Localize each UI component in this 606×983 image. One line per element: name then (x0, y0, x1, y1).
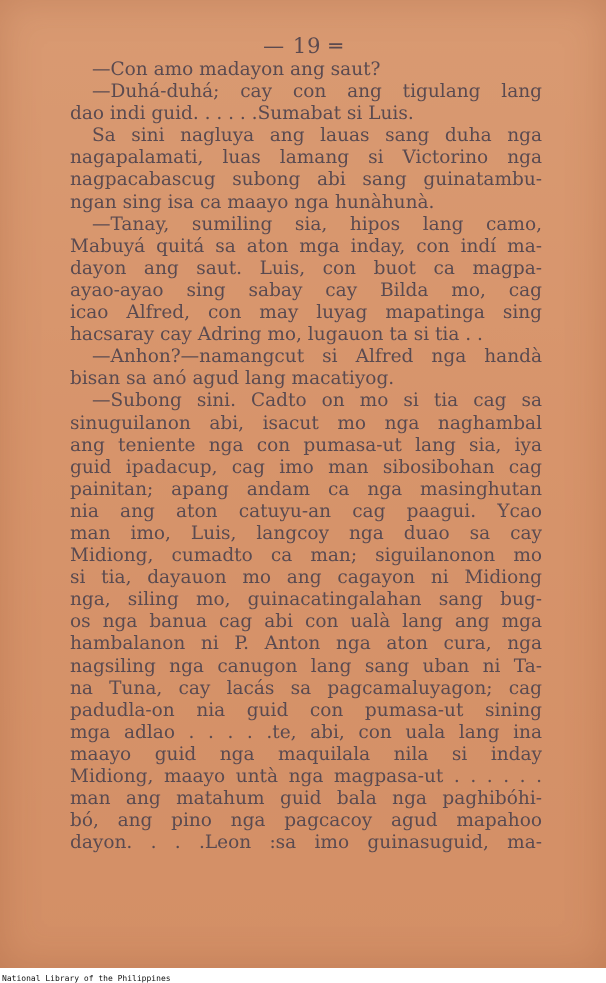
text-line: sinuguilanon abi, isacut mo nga naghambal (70, 412, 542, 434)
text-line: dao indi guid. . . . . .Sumabat si Luis. (70, 103, 414, 125)
text-line: —Subong sini. Cadto on mo si tia cag sa (92, 390, 542, 412)
text-line: nagpacabascug subong abi sang guinatambu- (70, 169, 542, 191)
text-line: dayon. . . .Leon :sa imo guinasuguid, ma- (70, 832, 542, 854)
text-line: Midiong, cumadto ca man; siguilanonon mo (70, 545, 542, 567)
text-line: dayon ang saut. Luis, con buot ca magpa- (70, 257, 542, 279)
text-line: painitan; apang andam ca nga masinghutan (70, 478, 542, 500)
text-line: icao Alfred, con may luyag mapatinga sing (70, 302, 542, 324)
text-line: na Tuna, cay lacás sa pagcamaluyagon; cag (70, 677, 542, 699)
text-line: —Anhon?—namangcut si Alfred nga handà (92, 346, 542, 368)
text-line: nagsiling nga canugon lang sang uban ni Ta- (70, 655, 542, 677)
library-credit: National Library of the Philippines (2, 974, 171, 983)
text-line: bó, ang pino nga pagcacoy agud mapahoo (70, 810, 542, 832)
text-line: man ang matahum guid bala nga paghibóhi- (70, 788, 542, 810)
text-line: guid ipadacup, cag imo man sibosibohan cag (70, 456, 542, 478)
text-line: nga, siling mo, guinacatingalahan sang bug- (70, 589, 542, 611)
text-line: hacsaray cay Adring mo, lugauon ta si tia . . (70, 324, 483, 346)
text-line: os nga banua cag abi con ualà lang ang mga (70, 611, 542, 633)
text-line: —Tanay, sumiling sia, hipos lang camo, (92, 213, 542, 235)
text-line: maayo guid nga maquilala nila si inday (70, 743, 542, 765)
text-line: Midiong, maayo untà nga magpasa-ut . . . . . . (70, 766, 542, 787)
text-line: padudla-on nia guid con pumasa-ut sining (70, 699, 542, 721)
text-line: bisan sa anó agud lang macatiyog. (70, 368, 395, 390)
text-line: ayao-ayao sing sabay cay Bilda mo, cag (70, 279, 542, 301)
text-line: mga adlao . . . . .te, abi, con uala lang ina (70, 721, 542, 743)
text-line: ngan sing isa ca maayo nga hunàhunà. (70, 191, 435, 213)
text-line: —Duhá-duhá; cay con ang tigulang lang (92, 81, 542, 103)
text-line: hambalanon ni P. Anton nga aton cura, nga (70, 633, 542, 655)
text-line: man imo, Luis, langcoy nga duao sa cay (70, 522, 542, 544)
text-line: —Con amo madayon ang saut? (92, 59, 381, 80)
text-line: Mabuyá quitá sa aton mga inday, con indí ma- (70, 235, 542, 257)
text-line: si tia, dayauon mo ang cagayon ni Midiong (70, 567, 542, 589)
text-line: nagapalamati, luas lamang si Victorino nga (70, 147, 542, 169)
page-number: — 19 ═ (263, 34, 343, 58)
text-line: ang teniente nga con pumasa-ut lang sia, iya (70, 434, 542, 456)
text-line: nia ang aton catuyu-an cag paagui. Ycao (70, 500, 542, 522)
text-line: Sa sini nagluya ang lauas sang duha nga (92, 125, 542, 147)
body-text (70, 59, 542, 854)
